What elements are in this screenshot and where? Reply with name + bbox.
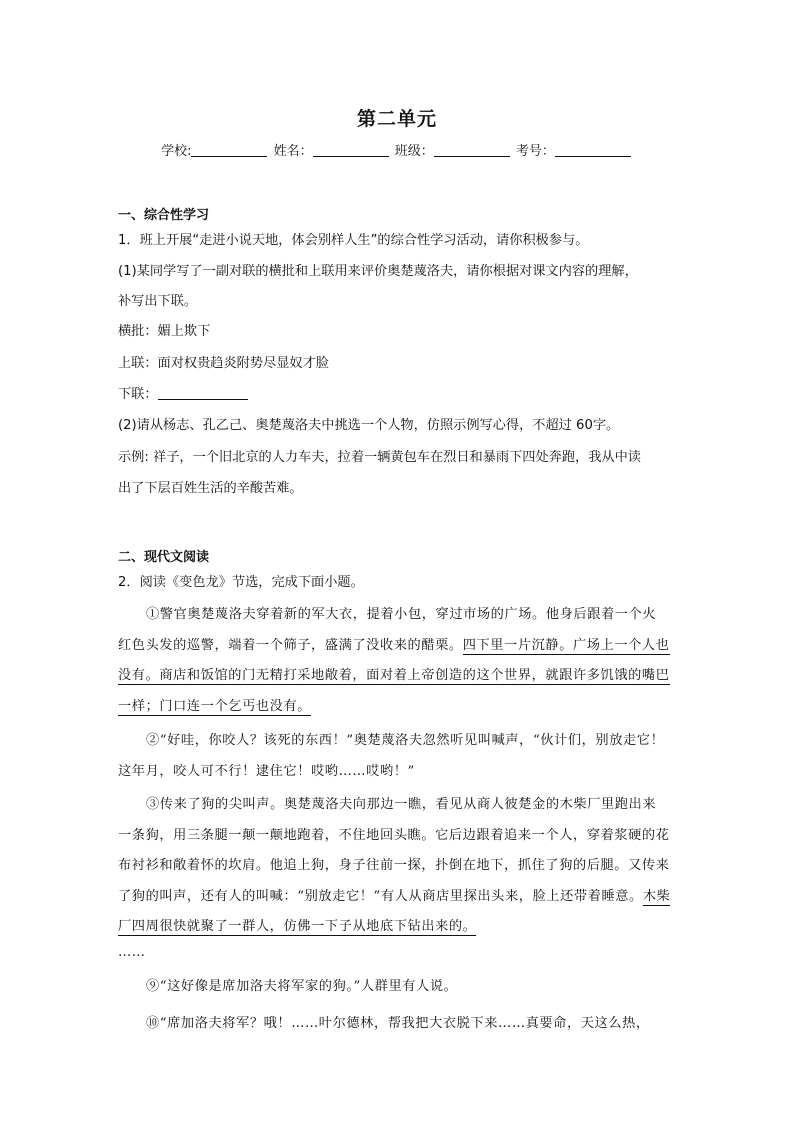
underlined-text: 没有。商店和饭馆的门无精打采地敞着，面对着上帝创造的这个世界，就跟许多饥饿的嘴巴: [118, 668, 670, 683]
passage-ellipsis: ……: [118, 945, 146, 960]
class-blank[interactable]: [434, 143, 510, 157]
shanglian-line: 上联：面对权贵趋炎附势尽显奴才脸: [118, 356, 329, 371]
question-2: 2．阅读《变色龙》节选，完成下面小题。: [118, 575, 364, 590]
passage-p1-line-3: [118, 664, 670, 683]
section-heading-2: 二、现代文阅读: [118, 550, 210, 565]
passage-p3-line-4: [118, 885, 670, 904]
section-heading-1: 一、综合性学习: [118, 208, 210, 223]
passage-p3-line-3: 布衬衫和敞着怀的坎肩。他追上狗，身子往前一探，扑倒在地下，抓住了狗的后腿。又传来: [118, 858, 670, 873]
passage-p9: ⑨“这好像是席加洛夫将军家的狗。”人群里有人说。: [146, 979, 458, 994]
xialian-label: 下联：: [118, 387, 158, 402]
xialian-line: [118, 383, 248, 402]
number-label: 考号：: [515, 144, 555, 159]
passage-p1-line-1: ①警官奥楚蔑洛夫穿着新的军大衣，提着小包，穿过市场的广场。他身后跟着一个火: [146, 607, 657, 622]
student-info-row: [0, 140, 794, 159]
passage-p3-line-4a: 了狗的叫声，还有人的叫喊：“别放走它！”有人从商店里探出头来，脸上还带着睡意。: [118, 889, 643, 904]
class-label: 班级：: [394, 144, 434, 159]
underlined-text: 木柴: [642, 889, 671, 904]
name-blank[interactable]: [313, 143, 389, 157]
underlined-text: 厂四周很快就聚了一群人，仿佛一下子从地底下钻出来的。: [118, 919, 477, 934]
school-label: 学校:: [161, 144, 192, 159]
passage-p3-line-5: [118, 915, 476, 934]
underlined-text: 四下里一片沉静。广场上一个人也: [462, 638, 670, 653]
question-1: 1．班上开展“走进小说天地，体会别样人生”的综合性学习活动，请你积极参与。: [118, 233, 589, 248]
passage-p1-line-2: [118, 634, 670, 653]
passage-p3-line-1: ③传来了狗的尖叫声。奥楚蔑洛夫向那边一瞧，看见从商人彼楚金的木柴厂里跑出来: [146, 797, 657, 812]
underlined-text: 一样；门口连一个乞丐也没有。: [118, 699, 312, 714]
passage-p3-line-2: 一条狗，用三条腿一颠一颠地跑着，不住地回头瞧。它后边跟着追来一个人，穿着浆硬的花: [118, 828, 670, 843]
example-line-1: 示例: 祥子，一个旧北京的人力车夫，拉着一辆黄包车在烈日和暴雨下四处奔跑，我从中读: [118, 450, 641, 465]
page-title: 第二单元: [356, 108, 437, 130]
example-line-2: 出了下层百姓生活的辛酸苦难。: [118, 481, 303, 496]
number-blank[interactable]: [555, 143, 631, 157]
question-1-part-1: (1)某同学写了一副对联的横批和上联用来评价奥楚蔑洛夫，请你根据对课文内容的理解，: [118, 264, 638, 279]
passage-p1-line-4: [118, 695, 311, 714]
xialian-blank[interactable]: [158, 386, 248, 400]
passage-p2-line-2: 这年月，咬人可不行！逮住它！哎哟……哎哟！”: [118, 764, 415, 779]
passage-p1-line-2a: 红色头发的巡警，端着一个筛子，盛满了没收来的醋栗。: [118, 638, 463, 653]
name-label: 姓名：: [273, 144, 313, 159]
passage-p10: ⑩“席加洛夫将军？哦！……叶尔德林，帮我把大衣脱下来……真要命，天这么热，: [146, 1016, 650, 1031]
hengpi-line: 横批：媚上欺下: [118, 324, 211, 339]
question-1-part-1-cont: 补写出下联。: [118, 294, 198, 309]
school-blank[interactable]: [191, 143, 267, 157]
passage-p2-line-1: ②“好哇，你咬人？该死的东西！”奥楚蔑洛夫忽然听见叫喊声，“伙计们，别放走它！: [146, 733, 665, 748]
question-1-part-2: (2)请从杨志、孔乙己、奥楚蔑洛夫中挑选一个人物，仿照示例写心得，不超过 60字。: [118, 418, 620, 433]
